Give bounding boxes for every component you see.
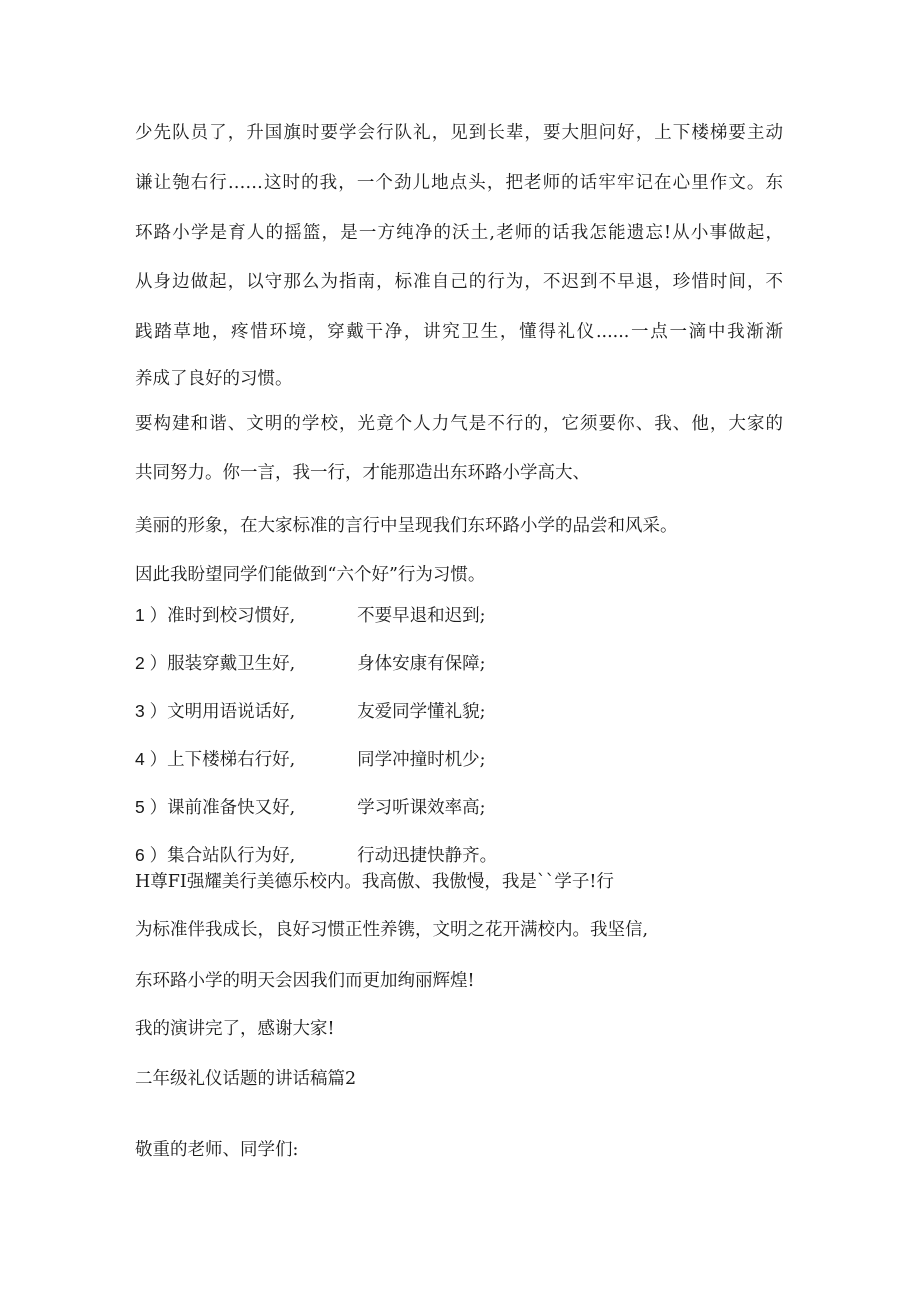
paragraph-3: 美丽的形象，在大家标准的言行中呈现我们东环路小学的品尝和风采。 <box>135 516 678 536</box>
habit-second-half: 友爱同学懂礼貌; <box>357 702 486 722</box>
paragraph-1-line-4: 从身边做起，以守那么为指南，标准自己的行为，不迟到不早退，珍惜时间，不 <box>135 272 783 292</box>
habit-first-half: 上下楼梯右行好, <box>167 750 296 770</box>
standard-line: 为标准伴我成长，良好习惯正性养镌，文明之花开满校内。我坚信, <box>135 920 649 940</box>
habit-first-half: 服装穿戴卫生好, <box>167 654 296 674</box>
habit-number: 2 ） <box>135 653 168 673</box>
habit-first-half: 课前准备快又好, <box>167 798 296 818</box>
habit-second-half: 行动迅捷快静齐。 <box>357 846 498 866</box>
section-title: 二年级礼仪话题的讲话稿篇2 <box>135 1069 357 1089</box>
habit-item <box>135 699 486 724</box>
habit-number: 5 ） <box>135 797 168 817</box>
paragraph-1-line-5: 践踏草地，疼惜环境，穿戴干净，讲究卫生，懂得礼仪......一点一滴中我渐渐 <box>135 322 783 342</box>
habit-item <box>135 651 486 676</box>
future-line: 东环路小学的明天会因我们而更加绚丽辉煌! <box>135 971 475 991</box>
habit-second-half: 同学冲撞时机少; <box>357 750 486 770</box>
habit-number: 4 ） <box>135 749 168 769</box>
habit-item <box>135 603 486 628</box>
habit-number: 1 ） <box>135 605 168 625</box>
habit-second-half: 学习听课效率高; <box>357 798 486 818</box>
habit-item <box>135 795 486 820</box>
habit-first-half: 集合站队行为好, <box>167 846 296 866</box>
garbled-line: H尊FI强耀美行美德乐校内。我高傲、我傲慢，我是``学子!行 <box>135 872 614 892</box>
habit-first-half: 准时到校习惯好, <box>167 606 296 626</box>
paragraph-1-line-2: 谦让匏右行……这时的我，一个劲儿地点头，把老师的话牢牢记在心里作文。东 <box>135 173 783 193</box>
habit-item <box>135 843 497 868</box>
paragraph-1-line-1: 少先队员了，升国旗时要学会行队礼，见到长辈，要大胆问好，上下楼梯要主动 <box>135 123 783 143</box>
paragraph-2-line-1: 要构建和谐、文明的学校，光竟个人力气是不行的，它须要你、我、他，大家的 <box>135 414 783 434</box>
habit-item <box>135 747 486 772</box>
paragraph-2-line-2: 共同努力。你一言，我一行，才能那造出东环路小学高大、 <box>135 463 590 483</box>
habit-second-half: 身体安康有保障; <box>357 654 486 674</box>
closing-line: 我的演讲完了，感谢大家! <box>135 1019 335 1039</box>
paragraph-1-line-6: 养成了良好的习惯。 <box>135 369 293 389</box>
greeting: 敬重的老师、同学们: <box>135 1140 299 1160</box>
habit-number: 3 ） <box>135 701 168 721</box>
paragraph-1-line-3: 环路小学是育人的摇篮，是一方纯净的沃土,老师的话我怎能遗忘!从小事做起， <box>135 223 783 243</box>
habit-second-half: 不要早退和迟到; <box>357 606 486 626</box>
habit-number: 6 ） <box>135 845 168 865</box>
paragraph-4: 因此我盼望同学们能做到“六个好”行为习惯。 <box>135 565 486 585</box>
habit-first-half: 文明用语说话好, <box>167 702 296 722</box>
